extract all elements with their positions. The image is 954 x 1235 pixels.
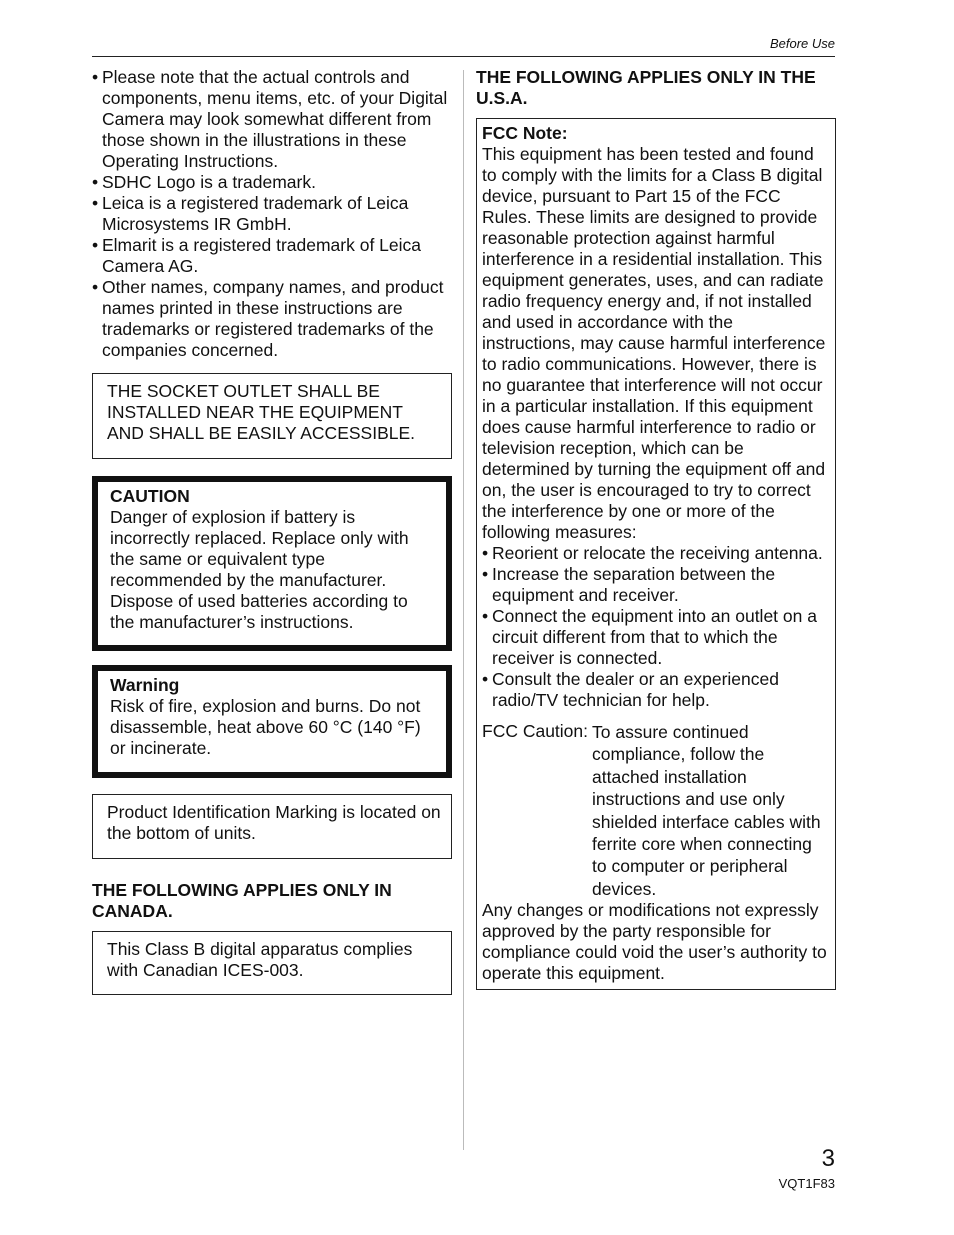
fcc-caution-text: To assure continued compliance, follow the attached installation instructions and use only shielded interface cables with ferrite core when connecting to computer or peripheral devices. [592,722,821,899]
list-item: • Reorient or relocate the receiving antenna. [482,543,831,564]
usa-heading: THE FOLLOWING APPLIES ONLY IN THE U.S.A. [476,67,816,108]
fcc-note-text: This equipment has been tested and found to comply with the limits for a Class B digital device, pursuant to Part 15 of the FCC Rules. These limits are designed to provide reasonable protection against harmful interference in a residential installation. This equipment generates, uses, and can radiate radio frequency energy and, if not installed and used in accordance with the instructions, may cause harmful interference to radio communications. However, there is no guarantee that interference will not occur in a particular installation. If this equipment does cause harmful interference to radio or television reception, which can be determined by turning the equipment off and on, the user is encouraged to try to correct the interference by one or more of the following measures: [482,144,826,542]
identification-marking-text: Product Identification Marking is located on the bottom of units. [107,802,441,843]
warning-text: Risk of fire, explosion and burns. Do not disassemble, heat above 60 °C (140 °F) or incinerate. [110,696,421,758]
fcc-note-title: FCC Note: [482,123,568,143]
header-rule [92,56,835,57]
list-item: • SDHC Logo is a trademark. [92,172,452,193]
canada-heading: THE FOLLOWING APPLIES ONLY IN CANADA. [92,880,392,921]
list-item: • Other names, company names, and product names printed in these instructions are trademarks or registered trademarks of the companies concerned. [92,277,452,361]
caution-text: Danger of explosion if battery is incorrectly replaced. Replace only with the same or equivalent type recommended by the manufacturer. Dispose of used batteries according to the manufacturer’s instructions. [110,507,409,632]
list-item: • Leica is a registered trademark of Leica Microsystems IR GmbH. [92,193,452,235]
list-item: • Consult the dealer or an experienced radio/TV technician for help. [482,669,831,711]
fcc-caution [482,721,831,900]
caution-title: CAUTION [110,486,190,506]
warning-box [92,665,452,778]
left-column [92,67,452,995]
fcc-changes-text: Any changes or modifications not expressly approved by the party responsible for compliance could void the user’s authority to operate this equipment. [482,900,827,984]
socket-outlet-text: THE SOCKET OUTLET SHALL BE INSTALLED NEAR THE EQUIPMENT AND SHALL BE EASILY ACCESSIBLE. [107,381,416,443]
section-label: Before Use [769,36,835,51]
canada-text: This Class B digital apparatus complies with Canadian ICES-003. [107,939,413,980]
fcc-note-box [476,118,836,990]
caution-box [92,476,452,651]
identification-marking-box [92,794,452,859]
fcc-caution-label: FCC Caution: [482,721,589,741]
canada-box [92,931,452,995]
page-number: 3 [821,1145,835,1172]
list-item: • Connect the equipment into an outlet on a circuit different from that to which the receiver is connected. [482,606,831,669]
warning-title: Warning [110,675,180,695]
list-item: • Increase the separation between the equipment and receiver. [482,564,831,606]
fcc-measures-list [482,543,831,711]
socket-outlet-box [92,373,452,459]
document-code: VQT1F83 [778,1176,835,1191]
right-column [476,67,836,990]
list-item: • Please note that the actual controls and components, menu items, etc. of your Digital Camera may look somewhat different from those shown in the illustrations in these Operating Instructions. [92,67,452,172]
notes-list [92,67,452,361]
list-item: • Elmarit is a registered trademark of Leica Camera AG. [92,235,452,277]
column-divider [463,70,464,1150]
